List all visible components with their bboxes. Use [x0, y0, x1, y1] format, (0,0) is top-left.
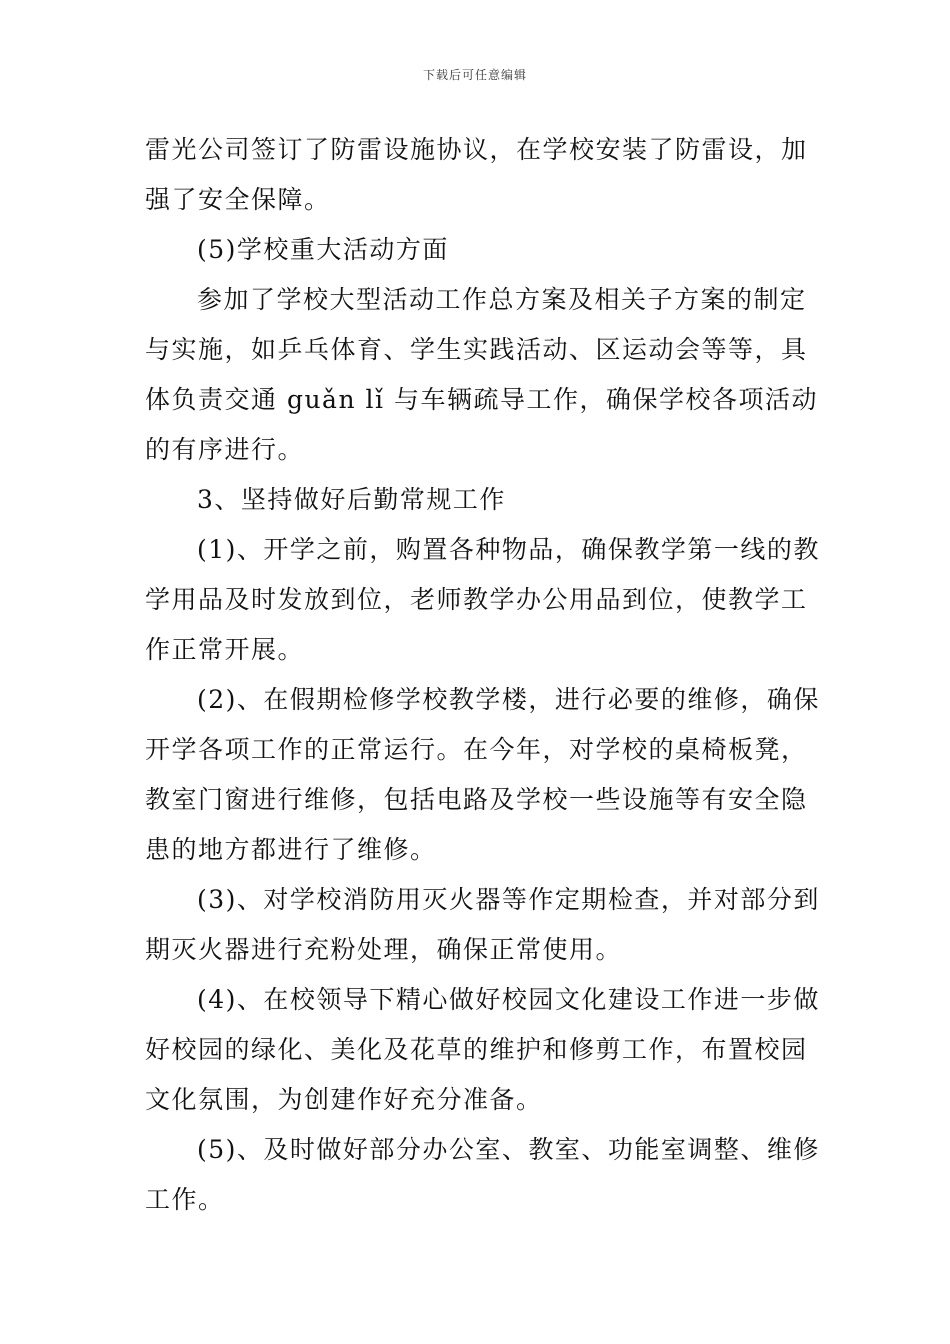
text-line: 教室门窗进行维修，包括电路及学校一些设施等有安全隐: [145, 785, 808, 814]
page-header: 下载后可任意编辑: [422, 68, 527, 82]
text-line: 作正常开展。: [145, 635, 305, 664]
text-line: 体负责交通 guǎn lǐ 与车辆疏导工作，确保学校各项活动: [145, 385, 818, 414]
text-line: 参加了学校大型活动工作总方案及相关子方案的制定: [197, 285, 807, 314]
text-line: 文化氛围，为创建作好充分准备。: [145, 1085, 543, 1114]
text-line: 学用品及时发放到位，老师教学办公用品到位，使教学工: [145, 585, 808, 614]
text-line: 与实施，如乒乓体育、学生实践活动、区运动会等等，具: [145, 335, 808, 364]
section-heading: 3、坚持做好后勤常规工作: [197, 485, 506, 514]
text-line: 雷光公司签订了防雷设施协议，在学校安装了防雷设，加: [145, 135, 808, 164]
text-line: 好校园的绿化、美化及花草的维护和修剪工作，布置校园: [145, 1035, 808, 1064]
text-line: (5)、及时做好部分办公室、教室、功能室调整、维修: [197, 1135, 820, 1164]
text-line: (2)、在假期检修学校教学楼，进行必要的维修，确保: [197, 685, 820, 714]
text-line: 期灭火器进行充粉处理，确保正常使用。: [145, 935, 623, 964]
text-line: 工作。: [145, 1185, 225, 1214]
text-line: (1)、开学之前，购置各种物品，确保教学第一线的教: [197, 535, 820, 564]
text-line: 的有序进行。: [145, 435, 305, 464]
text-line: 患的地方都进行了维修。: [145, 835, 437, 864]
text-line: 开学各项工作的正常运行。在今年，对学校的桌椅板凳，: [145, 735, 808, 764]
text-line: (3)、对学校消防用灭火器等作定期检查，并对部分到: [197, 885, 820, 914]
section-heading: (5)学校重大活动方面: [197, 235, 449, 264]
text-line: (4)、在校领导下精心做好校园文化建设工作进一步做: [197, 985, 820, 1014]
text-line: 强了安全保障。: [145, 185, 331, 214]
